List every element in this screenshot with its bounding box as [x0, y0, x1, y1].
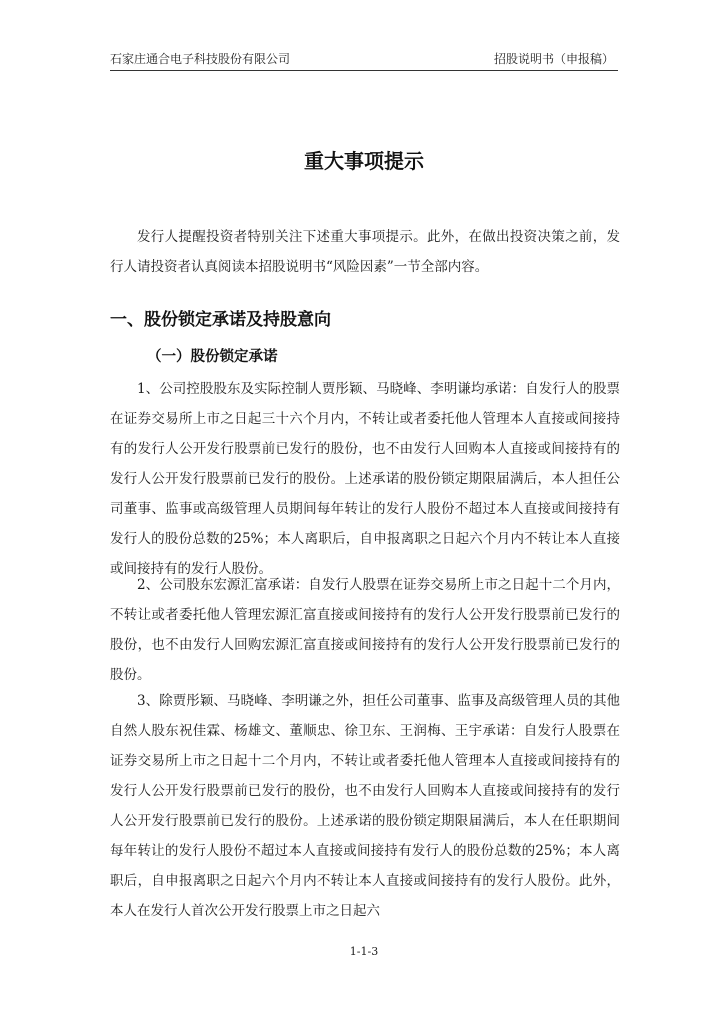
paragraph-1: 1、公司控股股东及实际控制人贾彤颖、马晓峰、李明谦均承诺：自发行人的股票在证券交易所上市之日起三十六个月内，不转让或者委托他人管理本人直接或间接持有的发行人公开发行股票前已发行的股份，也不由发行人回购本人直接或间接持有的发行人公开发行股票前已发行的股份。上述承诺的股份锁定期限届满后，本人担任公司董事、监事或高级管理人员期间每年转让的发行人股份不超过本人直接或间接持有发行人的股份总数的25%；本人离职后，自申报离职之日起六个月内不转让本人直接或间接持有的发行人股份。: [110, 381, 620, 577]
paragraph-2: 2、公司股东宏源汇富承诺：自发行人股票在证券交易所上市之日起十二个月内，不转让或者委托他人管理宏源汇富直接或间接持有的发行人公开发行股票前已发行的股份，也不由发行人回购宏源汇富直接或间接持有的发行人公开发行股票前已发行的股份。: [110, 577, 620, 683]
page-number: 1-1-3: [349, 945, 379, 958]
header-company-name: 石家庄通合电子科技股份有限公司: [110, 52, 291, 66]
page-header: [110, 50, 618, 70]
header-divider: [110, 70, 618, 71]
subsection-heading: （一）股份锁定承诺: [147, 349, 278, 365]
intro-paragraph: 发行人提醒投资者特别关注下述重大事项提示。此外，在做出投资决策之前，发行人请投资者认真阅读本招股说明书“风险因素”一节全部内容。: [110, 229, 620, 275]
page-title: 重大事项提示: [304, 149, 424, 173]
paragraph-3: 3、除贾彤颖、马晓峰、李明谦之外，担任公司董事、监事及高级管理人员的其他自然人股东祝佳霖、杨雄文、董顺忠、徐卫东、王润梅、王宇承诺：自发行人股票在证券交易所上市之日起十二个月内，不转让或者委托他人管理本人直接或间接持有的发行人公开发行股票前已发行的股份，也不由发行人回购本人直接或间接持有的发行人公开发行股票前已发行的股份。上述承诺的股份锁定期限届满后，本人在任职期间每年转让的发行人股份不超过本人直接或间接持有发行人的股份总数的25%；本人离职后，自申报离职之日起六个月内不转让本人直接或间接持有的发行人股份。此外，本人在发行人首次公开发行股票上市之日起六: [110, 693, 620, 919]
section-heading: 一、股份锁定承诺及持股意向: [110, 310, 331, 330]
header-document-type: 招股说明书（申报稿）: [493, 52, 614, 66]
